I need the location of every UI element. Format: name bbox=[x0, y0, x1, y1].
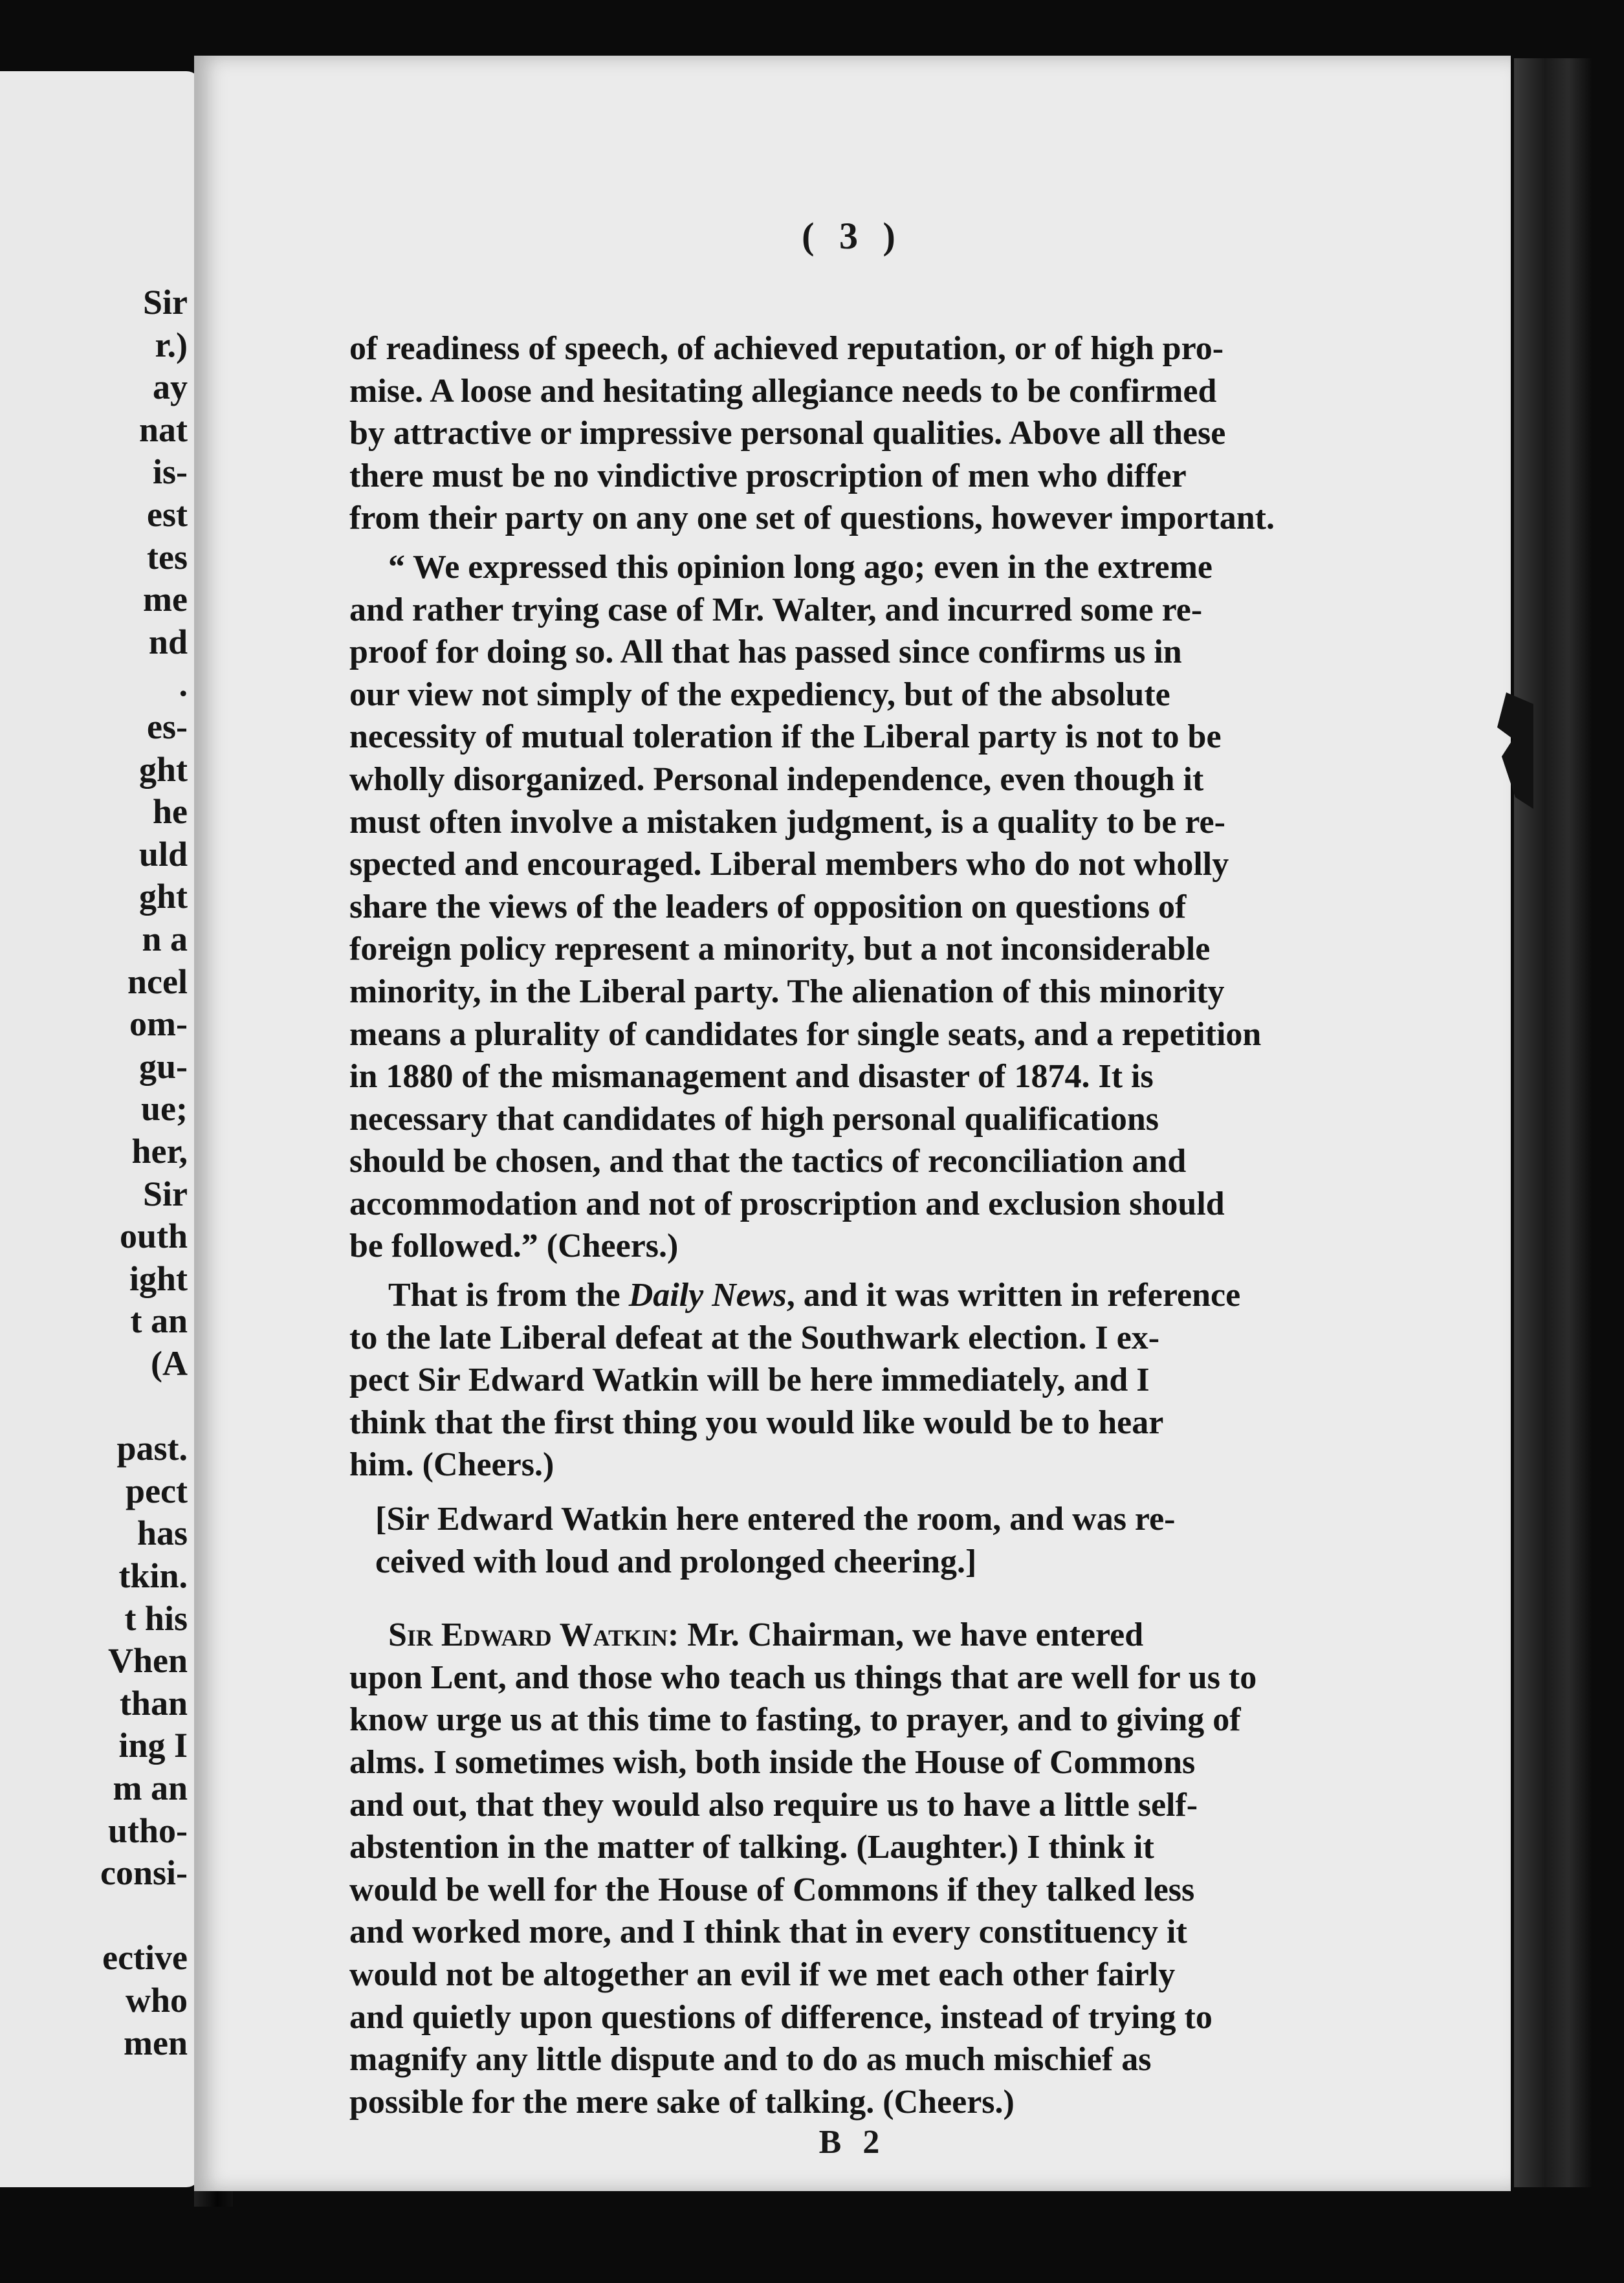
paragraph-3 bbox=[349, 1274, 1307, 1486]
previous-page-text: ay bbox=[153, 368, 188, 407]
text-line: alms. I sometimes wish, both inside the House of Commons bbox=[349, 1744, 1196, 1781]
previous-page-text: outh bbox=[119, 1217, 188, 1256]
text-line: know urge us at this time to fasting, to prayer, and to giving of bbox=[349, 1701, 1241, 1739]
previous-page-text: nd bbox=[148, 622, 188, 661]
text-line: would not be altogether an evil if we met each other fairly bbox=[349, 1956, 1176, 1993]
previous-page-text: her, bbox=[131, 1132, 188, 1171]
text-line: proof for doing so. All that has passed since confirms us in bbox=[349, 634, 1182, 671]
book-page bbox=[194, 56, 1511, 2191]
previous-page-text: r.) bbox=[155, 325, 188, 364]
newspaper-title: Daily News bbox=[628, 1277, 787, 1314]
speaker-name: Sir Edward Watkin bbox=[388, 1616, 668, 1654]
previous-page-text: past. bbox=[116, 1429, 188, 1468]
text-line: minority, in the Liberal party. The alienation of this minority bbox=[349, 973, 1225, 1010]
text-line: our view not simply of the expediency, but of the absolute bbox=[349, 676, 1170, 713]
stage-direction bbox=[349, 1498, 1307, 1583]
text-line: pect Sir Edward Watkin will be here immediately, and I bbox=[349, 1362, 1150, 1399]
previous-page-text: ue; bbox=[141, 1089, 188, 1129]
previous-page-text: t an bbox=[130, 1301, 188, 1341]
text-line: share the views of the leaders of opposition on questions of bbox=[349, 888, 1187, 925]
text-line: necessary that candidates of high personal qualifications bbox=[349, 1100, 1159, 1138]
text-line: foreign policy represent a minority, but a not inconsiderable bbox=[349, 931, 1211, 968]
text-line: in 1880 of the mismanagement and disaster of 1874. It is bbox=[349, 1058, 1154, 1096]
previous-page-text: Sir bbox=[142, 283, 188, 322]
text-line: necessity of mutual toleration if the Liberal party is not to be bbox=[349, 718, 1222, 756]
previous-page-text: ight bbox=[129, 1259, 188, 1298]
previous-page-text: Vhen bbox=[107, 1641, 188, 1681]
previous-page-text: than bbox=[119, 1683, 188, 1723]
previous-page-text: ncel bbox=[127, 962, 188, 1001]
text-line: think that the first thing you would like would be to hear bbox=[349, 1404, 1164, 1441]
page-body bbox=[349, 327, 1307, 2123]
previous-page-text: tkin. bbox=[118, 1556, 188, 1595]
signature-mark: B 2 bbox=[818, 2124, 886, 2161]
previous-page-text: ght bbox=[138, 749, 188, 789]
text-line: [Sir Edward Watkin here entered the room, and was re- bbox=[375, 1501, 1176, 1538]
previous-page-text: ective bbox=[102, 1938, 188, 1978]
previous-page-text: men bbox=[124, 2023, 188, 2062]
paragraph-1 bbox=[349, 327, 1307, 540]
text-line: means a plurality of candidates for single seats, and a repetition bbox=[349, 1015, 1262, 1053]
previous-page-text: nat bbox=[138, 410, 188, 449]
text-line: abstention in the matter of talking. (Laughter.) I think it bbox=[349, 1829, 1154, 1866]
text-line: upon Lent, and those who teach us things that are well for us to bbox=[349, 1659, 1257, 1696]
text-line: by attractive or impressive personal qualities. Above all these bbox=[349, 415, 1226, 452]
previous-page-text: is- bbox=[153, 452, 188, 492]
text-line: him. (Cheers.) bbox=[349, 1446, 554, 1484]
text-line: would be well for the House of Commons if they talked less bbox=[349, 1871, 1195, 1908]
text-line: accommodation and not of proscription and exclusion should bbox=[349, 1185, 1225, 1222]
previous-page-text: ght bbox=[138, 877, 188, 916]
text-line: and out, that they would also require us to have a little self- bbox=[349, 1786, 1198, 1824]
previous-page-text: consi- bbox=[100, 1853, 188, 1893]
text-line: spected and encouraged. Liberal members who do not wholly bbox=[349, 846, 1229, 883]
previous-page-text: me bbox=[143, 580, 188, 619]
speech-paragraph bbox=[349, 1614, 1307, 2123]
previous-page-text: n a bbox=[142, 920, 188, 958]
previous-page-text: utho- bbox=[107, 1811, 188, 1850]
text-line: from their party on any one set of questions, however important. bbox=[349, 500, 1275, 537]
previous-page-text: t his bbox=[124, 1598, 188, 1638]
text-line: possible for the mere sake of talking. (Cheers.) bbox=[349, 2083, 1015, 2121]
page-number: ( 3 ) bbox=[802, 215, 903, 257]
text-line: ceived with loud and prolonged cheering.] bbox=[375, 1543, 977, 1580]
previous-page-text: om- bbox=[129, 1004, 188, 1044]
text-line: of readiness of speech, of achieved reputation, or of high pro- bbox=[349, 330, 1224, 367]
previous-page-text: pect bbox=[126, 1471, 188, 1510]
text-line: wholly disorganized. Personal independence, even though it bbox=[349, 760, 1204, 798]
text-line: magnify any little dispute and to do as much mischief as bbox=[349, 2041, 1152, 2079]
previous-page-text: Sir bbox=[142, 1174, 188, 1213]
p3-rest: , and it was written in reference bbox=[786, 1277, 1241, 1314]
previous-page-text: uld bbox=[138, 834, 188, 874]
previous-page-text: who bbox=[125, 1981, 188, 2020]
previous-page-text: ing I bbox=[118, 1726, 188, 1765]
paragraph-2-quotation bbox=[349, 546, 1307, 1268]
previous-page-text: he bbox=[153, 792, 188, 832]
previous-page-text: has bbox=[137, 1514, 188, 1553]
text-line: and rather trying case of Mr. Walter, and incurred some re- bbox=[349, 591, 1203, 628]
previous-page-text: (A bbox=[151, 1344, 188, 1383]
previous-page-text: tes bbox=[147, 537, 188, 577]
text-line: to the late Liberal defeat at the Southwark election. I ex- bbox=[349, 1319, 1160, 1356]
previous-page-text: . bbox=[179, 665, 188, 704]
previous-page-fragment bbox=[0, 71, 201, 2187]
previous-page-text: m an bbox=[113, 1769, 188, 1807]
previous-page-text: gu- bbox=[138, 1046, 188, 1086]
previous-page-text: es- bbox=[147, 707, 188, 746]
text-line: “ We expressed this opinion long ago; even in the extreme bbox=[388, 548, 1213, 586]
previous-page-text: est bbox=[147, 495, 188, 534]
book-edge bbox=[1514, 58, 1592, 2187]
text-line: must often involve a mistaken judgment, is a quality to be re- bbox=[349, 803, 1225, 841]
speech-first-line: : Mr. Chairman, we have entered bbox=[668, 1616, 1144, 1654]
text-line: be followed.” (Cheers.) bbox=[349, 1228, 679, 1265]
text-line: there must be no vindictive proscription of men who differ bbox=[349, 457, 1187, 494]
text-line: and worked more, and I think that in every constituency it bbox=[349, 1914, 1187, 1951]
p3-start: That is from the bbox=[388, 1277, 629, 1314]
text-line: should be chosen, and that the tactics of reconciliation and bbox=[349, 1143, 1187, 1180]
text-line: mise. A loose and hesitating allegiance needs to be confirmed bbox=[349, 372, 1217, 410]
text-line: and quietly upon questions of difference, instead of trying to bbox=[349, 1998, 1213, 2036]
